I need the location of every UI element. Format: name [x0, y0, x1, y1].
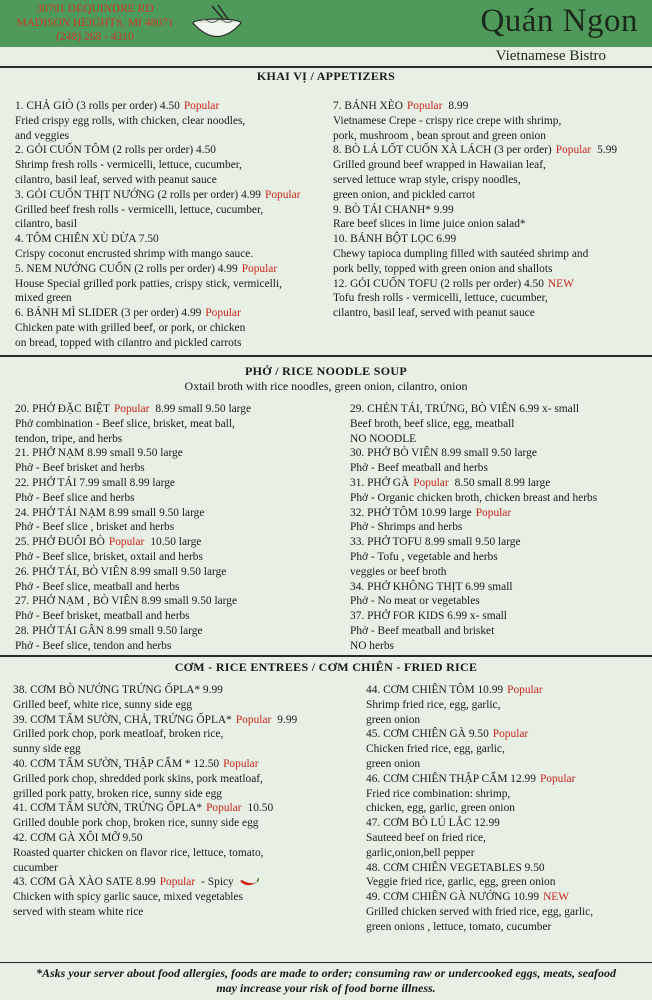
menu-item-name: 30. PHỞ BÒ VIÊN 8.99 small 9.50 large [350, 447, 537, 460]
menu-item-description: Vietnamese Crepe - crispy rice crepe with shrimp, [333, 114, 562, 127]
popular-badge: Popular [413, 476, 449, 489]
menu-item-name: 28. PHỞ TÁI GÂN 8.99 small 9.50 large [15, 624, 203, 637]
menu-item [366, 861, 648, 891]
menu-item-name: 40. CƠM TẤM SƯỜN, THẬP CẨM * 12.50 [13, 757, 220, 770]
menu-item-title [15, 232, 325, 247]
menu-item-description: green onion [366, 713, 421, 726]
menu-item [15, 446, 335, 476]
popular-badge: Popular [475, 506, 512, 519]
divider [0, 962, 652, 963]
menu-item [15, 624, 335, 654]
brand-name: Quán Ngon [480, 3, 638, 39]
menu-item-description: Grilled pork chop, shredded pork skins, pork meatloaf, [13, 772, 263, 785]
menu-item-title [333, 99, 648, 114]
menu-item [333, 99, 648, 143]
menu-item-name: 25. PHỞ ĐUÔI BÒ [15, 536, 105, 549]
menu-item [13, 713, 348, 757]
menu-item-description: Phở - Shrimps and herbs [350, 521, 463, 534]
menu-item [13, 683, 348, 713]
popular-badge: Popular [205, 307, 241, 320]
menu-item-description: Phở - Beef slice and herbs [15, 491, 135, 504]
menu-item-name: 10. BÁNH BỘT LỌC 6.99 [333, 233, 457, 246]
menu-item-description: Phở - Beef meatball and herbs [350, 462, 488, 475]
menu-item-title [333, 203, 648, 218]
menu-item-price: 5.99 [597, 144, 618, 157]
menu-item-description: Shrimp fried rice, egg, garlic, [366, 698, 501, 711]
menu-item-title [15, 99, 325, 114]
menu-item [15, 99, 325, 143]
menu-item-title [15, 188, 325, 203]
popular-badge: Popular [235, 713, 272, 726]
menu-item-price: 8.99 small 9.50 large [155, 403, 252, 415]
menu-item-description: Grilled ground beef wrapped in Hawaiian leaf, [333, 159, 546, 172]
menu-item-title [15, 624, 335, 639]
menu-item-name: 1. CHẢ GIÒ (3 rolls per order) 4.50 [15, 100, 180, 112]
popular-badge: Popular [241, 262, 278, 275]
address-line2: MADISON HEIGHTS, MI 48071 [16, 17, 174, 29]
rice-left-column [13, 683, 348, 920]
new-badge: NEW [543, 891, 569, 904]
menu-item [350, 506, 648, 536]
menu-item [366, 816, 648, 860]
popular-badge: Popular [492, 728, 529, 741]
menu-item-description: tendon, tripe, and herbs [15, 432, 123, 445]
menu-item [13, 757, 348, 801]
menu-item-title [15, 594, 335, 609]
menu-item-name: 49. CƠM CHIÊN GÀ NƯỚNG 10.99 [366, 891, 540, 904]
menu-item-price: 10.50 [247, 802, 274, 815]
menu-item-description: Grilled beef fresh rolls - vermicelli, lettuce, cucumber, [15, 203, 264, 216]
menu-item-description: cilantro, basil [15, 218, 77, 231]
menu-item-description: Phở - Organic chicken broth, chicken breast and herbs [350, 491, 598, 504]
disclaimer-line2: may increase your risk of food borne illness. [216, 981, 436, 995]
section-title-rice: CƠM - RICE ENTREES / CƠM CHIÊN - FRIED RICE [174, 660, 478, 674]
menu-item-description: Roasted quarter chicken on flavor rice, lettuce, tomato, [13, 846, 264, 859]
menu-item-title [13, 831, 348, 846]
menu-item-price: - Spicy [201, 876, 234, 889]
popular-badge: Popular [113, 403, 150, 415]
menu-item-name: 33. PHỞ TOFU 8.99 small 9.50 large [350, 536, 521, 549]
menu-item-description: Shrimp fresh rolls - vermicelli, lettuce, cucumber, [15, 159, 242, 172]
menu-item-description: NO NOODLE [350, 432, 417, 445]
menu-item-name: 39. CƠM TẤM SƯỜN, CHẢ, TRỨNG ỐPLA* [13, 713, 232, 726]
menu-item-title [350, 476, 648, 491]
menu-item-description: Phở combination - Beef slice, brisket, meat ball, [15, 417, 235, 430]
menu-item-description: Chewy tapioca dumpling filled with sautéed shrimp and [333, 247, 589, 260]
menu-item [350, 535, 648, 579]
menu-item-name: 24. PHỞ TÁI NẠM 8.99 small 9.50 large [15, 506, 205, 519]
menu-item-description: pork belly, topped with green onion and shallots [333, 262, 553, 275]
menu-item-description: mixed green [15, 292, 72, 305]
menu-item-description: House Special grilled pork patties, crispy stick, vermicelli, [15, 277, 282, 290]
menu-item-description: Grilled double pork chop, broken rice, sunny side egg [13, 817, 259, 830]
menu-item-title [366, 727, 648, 742]
menu-item-price: 10.50 large [150, 536, 202, 549]
menu-item-description: Phở - Beef brisket, meatball and herbs [15, 610, 190, 623]
header [0, 0, 652, 68]
popular-badge: Popular [223, 757, 259, 770]
section-title-appetizers: KHAI VỊ / APPETIZERS [256, 69, 396, 83]
menu-item-title [15, 446, 335, 461]
menu-item-title [13, 757, 348, 772]
phone-number: (248) 268 - 4310 [56, 31, 134, 43]
menu-item-description: Phở - Beef brisket and herbs [15, 462, 145, 475]
menu-item [333, 143, 648, 202]
menu-item-name: 2. GỎI CUỐN TÔM (2 rolls per order) 4.50 [15, 144, 216, 157]
menu-item [15, 306, 325, 350]
popular-badge: Popular [539, 772, 576, 785]
menu-item [333, 232, 648, 276]
menu-item [15, 262, 325, 306]
menu-item-description: Chicken pate with grilled beef, or pork, or chicken [15, 321, 246, 334]
menu-item [333, 277, 648, 321]
new-badge: NEW [547, 277, 574, 290]
menu-item-title [333, 143, 648, 158]
menu-item [366, 727, 648, 771]
appetizers-right-column [333, 99, 648, 321]
menu-item-title [13, 683, 348, 698]
menu-item [350, 609, 648, 653]
menu-item [350, 402, 648, 446]
menu-item-description: Beef broth, beef slice, egg, meatball [350, 417, 515, 430]
menu-item-title [366, 861, 648, 876]
divider [0, 355, 652, 357]
menu-item [350, 580, 648, 610]
menu-item-title [350, 535, 648, 550]
menu-item-title [350, 580, 648, 595]
menu-item [15, 188, 325, 232]
menu-item-title [366, 683, 648, 698]
menu-item-title [13, 875, 348, 890]
pho-right-column [350, 402, 648, 654]
menu-item [350, 476, 648, 506]
menu-item-description: Chicken fried rice, egg, garlic, [366, 743, 505, 756]
menu-item [13, 831, 348, 875]
address-block [10, 2, 180, 44]
section-title-pho: PHỞ / RICE NOODLE SOUP [245, 364, 407, 378]
menu-item-name: 20. PHỞ ĐẶC BIỆT [15, 403, 110, 415]
rice-right-column [366, 683, 648, 935]
divider [0, 66, 652, 68]
menu-item-description: green onions , lettuce, tomato, cucumber [366, 920, 552, 933]
menu-item-description: Phở - Beef slice, meatball and herbs [15, 580, 180, 593]
menu-item-name: 47. CƠM BÒ LÚ LẮC 12.99 [366, 817, 500, 830]
menu-item-description: Phở - Beef slice , brisket and herbs [15, 521, 175, 534]
menu-item-title [350, 609, 648, 624]
menu-item-description: Phở - Beef meatball and brisket [350, 624, 495, 637]
menu-item [15, 565, 335, 595]
menu-item-name: 6. BÁNH MÌ SLIDER (3 per order) 4.99 [15, 307, 202, 320]
menu-item [366, 772, 648, 816]
menu-item-description: pork, mushroom , bean sprout and green onion [333, 129, 546, 142]
menu-item-title [13, 713, 348, 728]
menu-item-description: on bread, topped with cilantro and pickled carrots [15, 336, 242, 349]
menu-item-name: 3. GỎI CUỐN THỊT NƯỚNG (2 rolls per order) 4.99 [15, 188, 261, 201]
menu-item-name: 4. TÔM CHIÊN XÙ DỪA 7.50 [15, 233, 159, 246]
menu-item-title [15, 306, 325, 321]
menu-item-description: garlic,onion,bell pepper [366, 846, 475, 859]
menu-item-description: cilantro, basil leaf, served with peanut sauce [333, 307, 535, 320]
menu-item-description: cucumber [13, 861, 58, 874]
menu-item-name: 9. BÒ TÁI CHANH* 9.99 [333, 203, 454, 216]
menu-item-title [366, 816, 648, 831]
menu-item-name: 8. BÒ LÁ LỐT CUỐN XÀ LÁCH (3 per order) [333, 144, 552, 157]
popular-badge: Popular [507, 684, 543, 696]
popular-badge: Popular [555, 144, 592, 157]
menu-item-title [333, 277, 648, 292]
menu-item-price: 8.99 [448, 100, 469, 112]
menu-item-name: 5. NEM NƯỚNG CUỐN (2 rolls per order) 4.99 [15, 262, 238, 275]
menu-item-title [15, 506, 335, 521]
menu-item-description: served lettuce wrap style, crispy noodles, [333, 173, 521, 186]
menu-item [366, 890, 648, 934]
menu-item-description: Fried crispy egg rolls, with chicken, clear noodles, [15, 114, 246, 127]
menu-item-title [350, 446, 648, 461]
menu-item-name: 26. PHỞ TÁI, BÒ VIÊN 8.99 small 9.50 large [15, 565, 227, 578]
menu-item-description: served with steam white rice [13, 905, 144, 918]
menu-item-name: 12. GỎI CUỐN TOFU (2 rolls per order) 4.50 [333, 277, 544, 290]
popular-badge: Popular [183, 100, 220, 112]
menu-item-title [13, 801, 348, 816]
chili-pepper-icon [238, 878, 260, 888]
section-subtitle-pho: Oxtail broth with rice noodles, green onion, cilantro, onion [184, 379, 468, 393]
menu-item-name: 48. CƠM CHIÊN VEGETABLES 9.50 [366, 861, 545, 874]
menu-item-description: chicken, egg, garlic, green onion [366, 802, 515, 815]
menu-item [15, 143, 325, 187]
menu-item-description: green onion, and pickled carrot [333, 188, 476, 201]
menu-item-name: 41. CƠM TẤM SƯỜN, TRỨNG ỐPLA* [13, 802, 203, 815]
menu-item [333, 203, 648, 233]
menu-item-name: 44. CƠM CHIÊN TÔM 10.99 [366, 684, 504, 696]
popular-badge: Popular [406, 100, 443, 112]
menu-item-description: Grilled pork chop, pork meatloaf, broken rice, [13, 728, 224, 741]
address-line1: 30701 DEQUINDRE RD [36, 3, 154, 15]
menu-item-name: 43. CƠM GÀ XÀO SATE 8.99 [13, 876, 156, 889]
menu-item-description: Phở - Beef slice, tendon and herbs [15, 639, 172, 652]
menu-item [13, 801, 348, 831]
menu-item-name: 37. PHỞ FOR KIDS 6.99 x- small [350, 610, 507, 623]
menu-item-description: cilantro, basil leaf, served with peanut sauce [15, 173, 217, 186]
menu-item-description: green onion [366, 757, 421, 770]
menu-item-price: 8.50 small 8.99 large [454, 476, 551, 489]
noodle-bowl-icon [190, 4, 244, 46]
menu-item-description: Phở - Tofu , vegetable and herbs [350, 550, 498, 563]
menu-item-title [15, 143, 325, 158]
menu-item-title [350, 506, 648, 521]
divider [0, 655, 652, 657]
allergy-disclaimer [20, 966, 632, 996]
menu-item-name: 42. CƠM GÀ XÔI MỠ 9.50 [13, 831, 143, 844]
menu-item [13, 875, 348, 919]
menu-item-title [366, 890, 648, 905]
menu-item-description: Grilled chicken served with fried rice, egg, garlic, [366, 905, 594, 918]
menu-item-title [15, 476, 335, 491]
menu-item-title [366, 772, 648, 787]
menu-item-name: 22. PHỞ TÁI 7.99 small 8.99 large [15, 476, 175, 489]
pho-left-column [15, 402, 335, 654]
menu-item [15, 476, 335, 506]
menu-item [15, 506, 335, 536]
menu-item-name: 27. PHỞ NẠM , BÒ VIÊN 8.99 small 9.50 large [15, 595, 238, 608]
menu-item-description: Sauteed beef on fried rice, [366, 831, 486, 844]
menu-item [15, 402, 335, 446]
menu-item [15, 535, 335, 565]
appetizers-left-column [15, 99, 325, 351]
menu-item-description: Grilled beef, white rice, sunny side egg [13, 698, 193, 711]
menu-item-description: Phở - No meat or vegetables [350, 595, 480, 608]
menu-item-description: NO herbs [350, 639, 394, 652]
disclaimer-line1: *Asks your server about food allergies, foods are made to order; consuming raw or undercooked eggs, meats, seafood [36, 966, 616, 980]
menu-item-description: and veggies [15, 129, 70, 142]
brand-subtitle: Vietnamese Bistro [495, 48, 606, 64]
menu-item-description: Rare beef slices in lime juice onion salad* [333, 218, 526, 231]
popular-badge: Popular [206, 802, 242, 815]
menu-item-title [350, 402, 648, 417]
menu-item-name: 7. BÁNH XÈO [333, 100, 403, 112]
menu-item-name: 34. PHỞ KHÔNG THỊT 6.99 small [350, 580, 513, 593]
menu-item-description: Tofu fresh rolls - vermicelli, lettuce, cucumber, [333, 292, 548, 305]
menu-item-price: 9.99 [277, 713, 298, 726]
menu-item-description: grilled pork patty, broken rice, sunny side egg [13, 787, 222, 800]
menu-item [350, 446, 648, 476]
menu-item-name: 45. CƠM CHIÊN GÀ 9.50 [366, 728, 489, 741]
menu-item [15, 594, 335, 624]
menu-item-title [15, 262, 325, 277]
menu-item-description: Veggie fried rice, garlic, egg, green onion [366, 876, 556, 889]
menu-item-name: 31. PHỞ GÀ [350, 476, 410, 489]
popular-badge: Popular [265, 188, 301, 201]
menu-item-name: 46. CƠM CHIÊN THẬP CẨM 12.99 [366, 772, 536, 785]
menu-item-description: Phở - Beef slice, brisket, oxtail and herbs [15, 550, 203, 563]
menu-item-name: 38. CƠM BÒ NƯỚNG TRỨNG ỐPLA* 9.99 [13, 684, 223, 696]
menu-item-title [333, 232, 648, 247]
menu-item-description: Fried rice combination: shrimp, [366, 787, 511, 800]
menu-item-description: veggies or beef broth [350, 565, 447, 578]
menu-item [15, 232, 325, 262]
menu-item [366, 683, 648, 727]
popular-badge: Popular [108, 536, 145, 549]
menu-item-name: 29. CHÉN TÁI, TRỨNG, BÒ VIÊN 6.99 x- small [350, 403, 580, 415]
popular-badge: Popular [159, 876, 196, 889]
menu-item-name: 32. PHỞ TÔM 10.99 large [350, 506, 472, 519]
menu-item-name: 21. PHỞ NẠM 8.99 small 9.50 large [15, 447, 183, 460]
menu-item-description: Chicken with spicy garlic sauce, mixed vegetables [13, 891, 243, 904]
menu-item-title [15, 565, 335, 580]
menu-item-description: sunny side egg [13, 743, 81, 756]
menu-item-title [15, 535, 335, 550]
menu-item-description: Crispy coconut encrusted shrimp with mango sauce. [15, 247, 254, 260]
menu-item-title [15, 402, 335, 417]
